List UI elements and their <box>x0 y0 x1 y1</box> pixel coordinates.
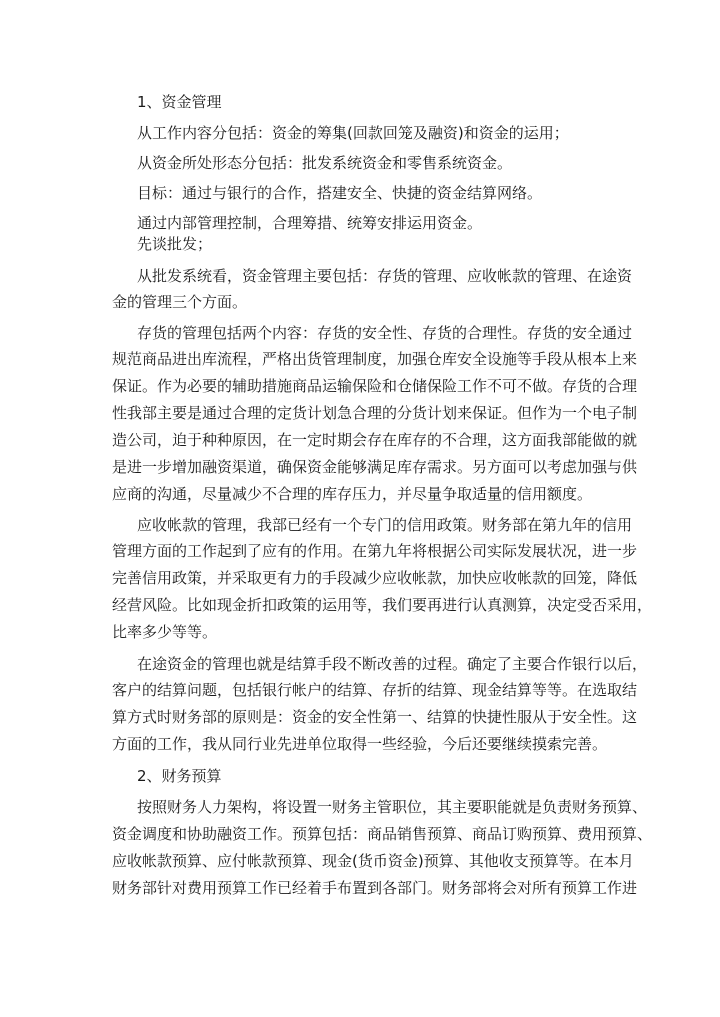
paragraph-line: 存货的管理包括两个内容：存货的安全性、存货的合理性。存货的安全通过 <box>137 324 633 342</box>
paragraph-line: 资金调度和协助融资工作。预算包括：商品销售预算、商品订购预算、费用预算、 <box>112 825 653 843</box>
paragraph-line: 是进一步增加融资渠道，确保资金能够满足库存需求。另方面可以考虑加强与供 <box>112 458 638 476</box>
paragraph-scope: 从工作内容分包括：资金的筹集(回款回笼及融资)和资金的运用； <box>137 124 569 142</box>
paragraph-line: 性我部主要是通过合理的定货计划急合理的分货计划来保证。但作为一个电子制 <box>112 404 638 422</box>
paragraph-control: 通过内部管理控制，合理筹措、统筹安排运用资金。 <box>137 214 483 232</box>
paragraph-form: 从资金所处形态分包括：批发系统资金和零售系统资金。 <box>137 154 513 172</box>
paragraph-line: 完善信用政策，并采取更有力的手段减少应收帐款，加快应收帐款的回笼，降低 <box>112 569 638 587</box>
paragraph-line: 应商的沟通，尽量减少不合理的库存压力，并尽量争取适量的信用额度。 <box>112 485 593 503</box>
paragraph-line: 客户的结算问题，包括银行帐户的结算、存折的结算、现金结算等等。在选取结 <box>112 681 638 699</box>
paragraph-line: 金的管理三个方面。 <box>112 293 248 311</box>
paragraph-line: 方面的工作，我从同行业先进单位取得一些经验，今后还要继续摸索完善。 <box>112 735 608 753</box>
paragraph-wholesale-intro: 先谈批发； <box>137 235 213 253</box>
paragraph-line: 管理方面的工作起到了应有的作用。在第九年将根据公司实际发展状况，进一步 <box>112 542 638 560</box>
paragraph-line: 从批发系统看，资金管理主要包括：存货的管理、应收帐款的管理、在途资 <box>137 267 633 285</box>
paragraph-line: 经营风险。比如现金折扣政策的运用等，我们要再进行认真测算，决定受否采用， <box>112 596 653 614</box>
section-heading-financial-budget: 2、财务预算 <box>137 767 222 785</box>
section-heading-fund-management: 1、资金管理 <box>137 93 222 111</box>
paragraph-goal: 目标：通过与银行的合作，搭建安全、快捷的资金结算网络。 <box>137 184 543 202</box>
paragraph-line: 造公司，迫于种种原因，在一定时期会存在库存的不合理，这方面我部能做的就 <box>112 431 638 449</box>
paragraph-line: 应收帐款的管理，我部已经有一个专门的信用政策。财务部在第九年的信用 <box>137 516 633 534</box>
paragraph-line: 比率多少等等。 <box>112 623 218 641</box>
paragraph-line: 应收帐款预算、应付帐款预算、现金(货币资金)预算、其他收支预算等。在本月 <box>112 852 634 870</box>
paragraph-line: 保证。作为必要的辅助措施商品运输保险和仓储保险工作不可不做。存货的合理 <box>112 377 638 395</box>
paragraph-line: 在途资金的管理也就是结算手段不断改善的过程。确定了主要合作银行以后， <box>137 655 648 673</box>
paragraph-line: 规范商品进出库流程，严格出货管理制度，加强仓库安全设施等手段从根本上来 <box>112 350 638 368</box>
paragraph-line: 财务部针对费用预算工作已经着手布置到各部门。财务部将会对所有预算工作进 <box>112 879 638 897</box>
paragraph-line: 算方式时财务部的原则是：资金的安全性第一、结算的快捷性服从于安全性。这 <box>112 708 638 726</box>
paragraph-line: 按照财务人力架构，将设置一财务主管职位，其主要职能就是负责财务预算、 <box>137 798 648 816</box>
